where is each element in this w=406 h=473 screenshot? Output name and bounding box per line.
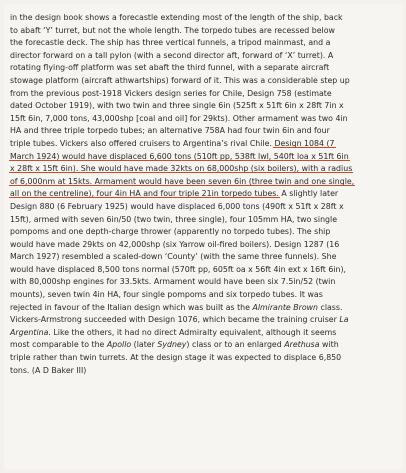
text-line — [10, 201, 398, 214]
text-run: to abaft ‘Y’ turret, but not the whole length. The torpedo tubes are recessed below — [10, 25, 335, 35]
text-run: would have made 29kts on 42,000shp (six Yarrow oil-fired boilers). Design 1287 (16 — [10, 239, 340, 249]
italic-ship-name: La — [339, 315, 349, 325]
italic-ship-name: Argentina — [10, 327, 49, 337]
italic-ship-name: Sydney — [157, 340, 187, 350]
text-line — [10, 239, 398, 252]
text-line — [10, 12, 398, 25]
text-line — [10, 289, 398, 302]
text-line — [10, 352, 398, 365]
text-run: with — [319, 340, 339, 350]
text-line — [10, 113, 398, 126]
document-page — [4, 4, 402, 469]
text-run: stowage platform (aircraft athwartships) forward of it. This was a considerable step up — [10, 75, 350, 85]
text-line — [10, 339, 398, 352]
text-line — [10, 62, 398, 75]
text-run: . Like the others, it had no direct Admiralty equivalent, although it seems — [48, 327, 337, 337]
text-line — [10, 214, 398, 227]
text-run: Vickers-Armstrong succeeded with Design 1076, which became the training cruiser — [10, 315, 340, 325]
text-run: would have displaced 8,500 tons normal (570ft pp, 605ft oa x 56ft 4in ext x 16ft 6in), — [10, 264, 347, 274]
text-run: most comparable to the — [10, 340, 107, 350]
text-line — [10, 188, 398, 201]
text-run: 15ft), armed with seven 6in/50 (two twin, three single), four 105mm HA, two single — [10, 214, 338, 224]
text-line — [10, 151, 398, 164]
text-line — [10, 125, 398, 138]
text-run: rotating flying-off platform was set abaft the third funnel, with a separate aircraft — [10, 63, 330, 73]
text-line — [10, 226, 398, 239]
text-line — [10, 276, 398, 289]
text-line — [10, 50, 398, 63]
italic-ship-name: Arethusa — [284, 340, 320, 350]
text-run: the forecastle deck. The ship has three vertical funnels, a tripod mainmast, and a — [10, 38, 331, 48]
text-line — [10, 327, 398, 340]
text-run: in the design book shows a forecastle extending most of the length of the ship, back — [10, 13, 343, 22]
text-line — [10, 100, 398, 113]
text-run: mounts), seven twin 4in HA, four single pompoms and six torpedo tubes. It was — [10, 290, 323, 300]
text-run: with 80,000shp engines for 33.5kts. Armament would have been six 7.5in/52 (twin — [10, 277, 336, 287]
text-run: 15ft 6in, 7,000 tons, 43,000shp [coal and oil] for 29kts). Other armament was two 4in — [10, 113, 348, 123]
text-line — [10, 365, 398, 378]
text-run: March 1927) resembled a scaled-down ‘County’ (with the same three funnels). She — [10, 252, 337, 262]
underlined-passage: all on the centreline), four 4in HA and four triple 21in torpedo tubes. — [10, 189, 279, 199]
text-run: (later — [131, 340, 158, 350]
text-line — [10, 264, 398, 277]
text-line — [10, 75, 398, 88]
text-line — [10, 302, 398, 315]
text-line — [10, 37, 398, 50]
text-run: tons. (A D Baker III) — [10, 365, 87, 375]
text-line — [10, 138, 398, 151]
underlined-passage: of 6,000nm at 15kts. Armament would have been seven 6in (three twin and one single, — [10, 176, 355, 186]
text-run: A slightly later — [278, 189, 339, 199]
text-line — [10, 163, 398, 176]
text-run: from the previous post-1918 Vickers design series for Chile, Design 758 (estimate — [10, 88, 332, 98]
text-run: triple rather than twin turrets. At the design stage it was expected to displace 6,850 — [10, 353, 342, 363]
text-run: dated October 1919), with two twin and three single 6in (525ft x 51ft 6in x 28ft 7in x — [10, 101, 344, 111]
underlined-passage: Design 1084 (7 — [274, 138, 335, 148]
italic-ship-name: Apollo — [106, 340, 132, 350]
underlined-passage: x 28ft x 15ft 6in). She would have made 32kts on 68,000shp (six boilers), with a radius — [10, 164, 353, 174]
underlined-passage: March 1924) would have displaced 6,600 tons (510ft pp, 538ft lwl, 540ft loa x 51ft 6in — [10, 151, 349, 161]
text-run: Design 880 (6 February 1925) would have displaced 6,000 tons (490ft x 51ft x 28ft x — [10, 201, 344, 211]
text-line — [10, 88, 398, 101]
text-run: triple tubes. Vickers also offered cruisers to Argentina’s rival Chile. — [10, 138, 275, 148]
text-run: HA and three triple torpedo tubes; an alternative 758A had four twin 6in and four — [10, 126, 330, 136]
text-run: ) class or to an enlarged — [186, 340, 285, 350]
text-line — [10, 314, 398, 327]
text-run: pompoms and one depth-charge thrower (apparently no torpedo tubes). The ship — [10, 227, 331, 237]
text-run: rejected in favour of the Italian design which was built as the — [10, 302, 253, 312]
text-line — [10, 176, 398, 189]
text-line — [10, 25, 398, 38]
text-line — [10, 251, 398, 264]
text-run: director forward on a tall pylon (with a second director aft, forward of ‘X’ turret). A — [10, 50, 334, 60]
text-run: class. — [318, 302, 343, 312]
article-text — [10, 12, 398, 377]
italic-ship-name: Almirante Brown — [252, 302, 319, 312]
